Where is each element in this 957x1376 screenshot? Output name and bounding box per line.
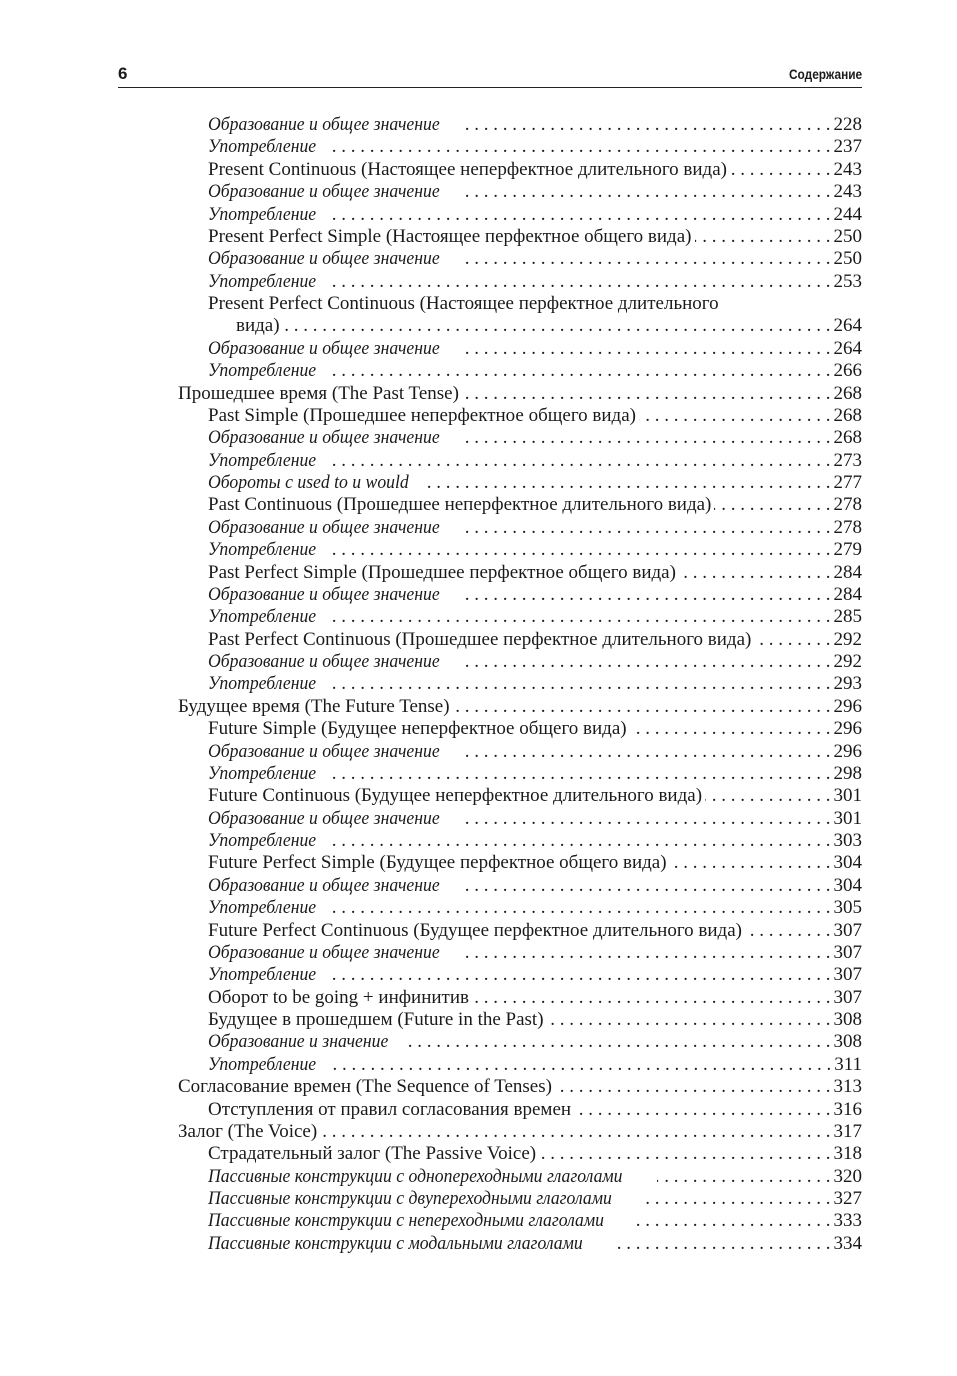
dot-leader (327, 673, 830, 695)
toc-entry-page: 317 (833, 1120, 862, 1142)
toc-entry-title: Обороты с used to и would (208, 472, 409, 493)
dot-leader (460, 248, 830, 270)
toc-entry-page: 244 (833, 203, 862, 225)
toc-entry-page: 333 (833, 1210, 862, 1232)
toc-entry-title: Пассивные конструкции с непереходными глаголами (208, 1210, 604, 1232)
dot-leader (405, 1031, 831, 1053)
dot-leader (460, 427, 830, 449)
toc-entry-page: 253 (833, 270, 862, 292)
toc-entry[interactable] (0, 1054, 862, 1076)
toc-entry[interactable] (0, 204, 862, 226)
dot-leader (614, 1233, 831, 1255)
toc-entry-title: Future Simple (Будущее неперфектное общего вида) (208, 718, 627, 740)
dot-leader (460, 517, 830, 539)
toc-entry[interactable] (0, 360, 862, 382)
dot-leader (745, 920, 831, 942)
page-number: 6 (118, 64, 128, 83)
dot-leader (714, 494, 830, 516)
dot-leader (555, 1076, 831, 1098)
toc-entry-page: 320 (833, 1165, 862, 1187)
toc-entry-title: Употребление (208, 136, 317, 158)
toc-entry[interactable] (0, 964, 862, 986)
toc-entry-page: 301 (833, 785, 862, 807)
toc-entry-title: Образование и общее значение (208, 337, 440, 359)
toc-entry-title: Прошедшее время (The Past Tense) (178, 382, 459, 404)
toc-entry-title: Образование и общее значение (208, 181, 440, 203)
toc-entry[interactable] (0, 181, 862, 203)
running-header-title: Содержание (788, 67, 862, 82)
dot-leader (460, 584, 830, 606)
toc-entry-page: 313 (833, 1076, 862, 1098)
toc-entry-page: 285 (833, 606, 862, 628)
toc-entry[interactable] (0, 427, 862, 449)
dot-leader (460, 741, 830, 763)
toc-entry-page: 334 (833, 1232, 862, 1254)
toc-entry[interactable] (0, 987, 862, 1009)
toc-entry-title: Present Perfect Simple (Настоящее перфектное общего вида) (208, 225, 692, 247)
toc-entry-title: Past Simple (Прошедшее неперфектное общего вида) (208, 404, 636, 426)
dot-leader (427, 472, 831, 494)
toc-entry-page: 284 (833, 561, 862, 583)
toc-entry-title: Употребление (208, 449, 317, 471)
toc-entry[interactable] (0, 539, 862, 561)
toc-entry-page: 293 (833, 673, 862, 695)
toc-entry[interactable] (0, 1031, 862, 1053)
toc-entry-title: Употребление (208, 830, 317, 851)
toc-entry-page: 292 (833, 628, 862, 650)
toc-entry[interactable] (0, 1233, 862, 1255)
toc-entry-title: Употребление (208, 606, 317, 628)
toc-entry-page: 311 (834, 1053, 862, 1075)
toc-entry-title: Past Continuous (Прошедшее неперфектное длительного вида) (208, 494, 712, 516)
toc-entry-page: 284 (833, 583, 862, 605)
dot-leader (327, 1054, 831, 1076)
dot-leader (320, 1121, 830, 1143)
dot-leader (460, 942, 830, 964)
toc-entry-title: Будущее время (The Future Tense) (178, 695, 450, 717)
dot-leader (327, 450, 830, 472)
toc-entry-page: 307 (833, 964, 862, 986)
toc-entry[interactable] (0, 136, 862, 158)
dot-leader (327, 763, 830, 785)
toc-entry-title: Пассивные конструкции с модальными глаголами (208, 1232, 583, 1254)
toc-entry-title: Страдательный залог (The Passive Voice) (208, 1143, 537, 1165)
toc-entry-title: Залог (The Voice) (178, 1120, 318, 1142)
toc-entry-title: Образование и общее значение (208, 114, 440, 135)
toc-entry[interactable] (0, 494, 862, 516)
toc-entry-title: Past Perfect Continuous (Прошедшее перфектное длительного вида) (208, 628, 752, 650)
dot-leader (327, 539, 830, 561)
toc-entry-title: Образование и общее значение (208, 807, 440, 829)
dot-leader (327, 204, 830, 226)
dot-leader (460, 875, 830, 897)
toc-entry-title: Future Perfect Simple (Будущее перфектное общего вида) (208, 852, 667, 874)
dot-leader (327, 897, 830, 919)
toc-entry[interactable] (0, 830, 862, 852)
toc-entry[interactable] (0, 920, 862, 942)
toc-entry-title: Future Perfect Continuous (Будущее перфектное длительного вида) (208, 919, 742, 941)
toc-entry-title: Образование и общее значение (208, 248, 440, 270)
dot-leader (539, 1143, 830, 1165)
dot-leader (460, 338, 830, 360)
toc-entry-title: Образование и общее значение (208, 583, 440, 605)
toc-entry[interactable] (0, 942, 862, 964)
toc-entry-page: 250 (833, 248, 862, 270)
toc-entry[interactable] (0, 562, 862, 584)
toc-entry-page: 307 (833, 986, 862, 1008)
toc-entry[interactable] (0, 472, 862, 494)
toc-entry[interactable] (0, 852, 862, 874)
dot-leader (705, 785, 830, 807)
toc-entry[interactable] (0, 629, 862, 651)
dot-leader (460, 808, 830, 830)
toc-entry-title: Пассивные конструкции с однопереходными глаголами (208, 1165, 623, 1187)
toc-entry-page: 301 (833, 807, 862, 829)
toc-entry-page: 277 (833, 472, 862, 493)
toc-entry-title: Образование и общее значение (208, 516, 440, 538)
dot-leader (547, 1009, 831, 1031)
toc-entry[interactable] (0, 875, 862, 897)
toc-entry-title: Оборот to be going + инфинитив (208, 986, 469, 1008)
toc-entry-page: 308 (833, 1009, 862, 1030)
toc-entry-page: 243 (833, 181, 862, 203)
dot-leader (695, 226, 831, 248)
toc-entry-page: 316 (833, 1098, 862, 1120)
toc-entry-page: 305 (833, 897, 862, 919)
toc-entry-page: 318 (833, 1143, 862, 1165)
dot-leader (730, 159, 831, 181)
toc-entry-page: 296 (833, 740, 862, 762)
toc-entry[interactable] (0, 383, 862, 405)
toc-entry-title: Отступления от правил согласования времен (208, 1098, 572, 1120)
toc-entry[interactable] (0, 584, 862, 606)
toc-entry[interactable] (0, 450, 862, 472)
toc-entry[interactable] (0, 808, 862, 830)
dot-leader (327, 136, 830, 158)
toc-entry-title: Употребление (208, 1053, 317, 1075)
dot-leader (283, 315, 831, 337)
toc-entry-title: Согласование времен (The Sequence of Tenses) (178, 1076, 552, 1098)
toc-entry-title: Present Continuous (Настоящее неперфектное длительного вида) (208, 158, 727, 180)
dot-leader (657, 1166, 831, 1188)
toc-entry[interactable] (0, 1076, 862, 1098)
toc-entry-page: 278 (833, 494, 862, 516)
toc-entry-title: вида) (236, 315, 280, 337)
toc-entry-page: 292 (833, 651, 862, 672)
toc-entry-page: 304 (833, 852, 862, 874)
toc-entry-page: 298 (833, 762, 862, 784)
toc-entry-title: Употребление (208, 270, 317, 292)
toc-entry[interactable] (0, 226, 862, 248)
toc-entry[interactable] (0, 1166, 862, 1188)
toc-entry[interactable] (0, 785, 862, 807)
toc-entry-page: 268 (833, 404, 862, 426)
toc-entry[interactable] (0, 696, 862, 718)
toc-entry-page: 308 (833, 1031, 862, 1053)
toc-entry-title: Будущее в прошедшем (Future in the Past) (208, 1009, 544, 1030)
toc-entry-title-line[interactable] (0, 293, 862, 315)
toc-entry-page: 228 (833, 114, 862, 135)
toc-entry-title: Past Perfect Simple (Прошедшее перфектное общего вида) (208, 561, 676, 583)
toc-entry-title: Future Continuous (Будущее неперфектное длительного вида) (208, 785, 703, 807)
toc-entry-title: Употребление (208, 897, 317, 919)
dot-leader (637, 1210, 831, 1232)
toc-entry-title: Образование и общее значение (208, 740, 440, 762)
toc-entry-title: Употребление (208, 360, 317, 382)
toc-entry-page: 268 (833, 427, 862, 449)
toc-entry[interactable] (0, 315, 862, 337)
dot-leader (327, 606, 830, 628)
dot-leader (670, 852, 831, 874)
toc-entry-page: 273 (833, 449, 862, 471)
toc-entry[interactable] (0, 159, 862, 181)
toc-entry[interactable] (0, 763, 862, 785)
toc-entry-page: 303 (833, 830, 862, 851)
toc-entry[interactable] (0, 1121, 862, 1143)
dot-leader (645, 1188, 830, 1210)
toc-entry[interactable] (0, 897, 862, 919)
toc-entry[interactable] (0, 718, 862, 740)
dot-leader (574, 1099, 830, 1121)
toc-entry-page: 264 (833, 315, 862, 337)
dot-leader (754, 629, 830, 651)
toc-entry-page: 278 (833, 516, 862, 538)
toc-entry[interactable] (0, 1143, 862, 1165)
toc-entry[interactable] (0, 673, 862, 695)
dot-leader (460, 114, 830, 136)
toc-entry[interactable] (0, 1210, 862, 1232)
dot-leader (472, 987, 831, 1009)
toc-entry-page: 250 (833, 225, 862, 247)
toc-entry-page: 296 (833, 718, 862, 740)
toc-entry-title: Употребление (208, 964, 317, 986)
toc-entry-title: Пассивные конструкции с двупереходными глаголами (208, 1188, 612, 1209)
dot-leader (327, 964, 830, 986)
toc-entry-title: Образование и общее значение (208, 941, 440, 963)
toc-entry-page: 307 (833, 941, 862, 963)
toc-entry-title: Образование и значение (208, 1031, 389, 1053)
toc-entry-title: Образование и общее значение (208, 651, 440, 672)
dot-leader (327, 271, 830, 293)
toc-entry-page: 243 (833, 158, 862, 180)
toc-entry-page: 237 (833, 136, 862, 158)
dot-leader (460, 181, 830, 203)
toc-entry-page: 264 (833, 337, 862, 359)
toc-entry[interactable] (0, 517, 862, 539)
dot-leader (327, 830, 830, 852)
toc-entry[interactable] (0, 114, 862, 136)
toc-entry-page: 327 (833, 1188, 862, 1209)
toc-entry-title: Употребление (208, 673, 317, 695)
toc-entry-title: Употребление (208, 762, 317, 784)
toc-entry-page: 266 (833, 360, 862, 382)
table-of-contents (0, 114, 862, 1255)
toc-entry[interactable] (0, 1009, 862, 1031)
toc-entry[interactable] (0, 271, 862, 293)
toc-entry[interactable] (0, 651, 862, 673)
toc-entry[interactable] (0, 338, 862, 360)
dot-leader (639, 405, 831, 427)
dot-leader (453, 696, 831, 718)
toc-entry-page: 279 (833, 539, 862, 561)
dot-leader (679, 562, 831, 584)
dot-leader (327, 360, 830, 382)
toc-entry[interactable] (0, 248, 862, 270)
dot-leader (460, 651, 830, 673)
toc-entry-title: Образование и общее значение (208, 874, 440, 896)
toc-entry-page: 268 (833, 382, 862, 404)
dot-leader (462, 383, 831, 405)
toc-entry[interactable] (0, 741, 862, 763)
toc-entry-page: 296 (833, 695, 862, 717)
toc-entry[interactable] (0, 1188, 862, 1210)
toc-entry[interactable] (0, 1099, 862, 1121)
toc-entry-title: Употребление (208, 203, 317, 225)
toc-entry-page: 307 (833, 919, 862, 941)
toc-entry-title: Образование и общее значение (208, 427, 440, 449)
toc-entry[interactable] (0, 606, 862, 628)
toc-entry-title: Употребление (208, 539, 317, 561)
toc-entry-page: 304 (833, 874, 862, 896)
dot-leader (630, 718, 831, 740)
toc-entry[interactable] (0, 405, 862, 427)
header-rule (118, 87, 862, 88)
toc-entry-title: Present Perfect Continuous (Настоящее перфектное длительного (208, 293, 719, 314)
